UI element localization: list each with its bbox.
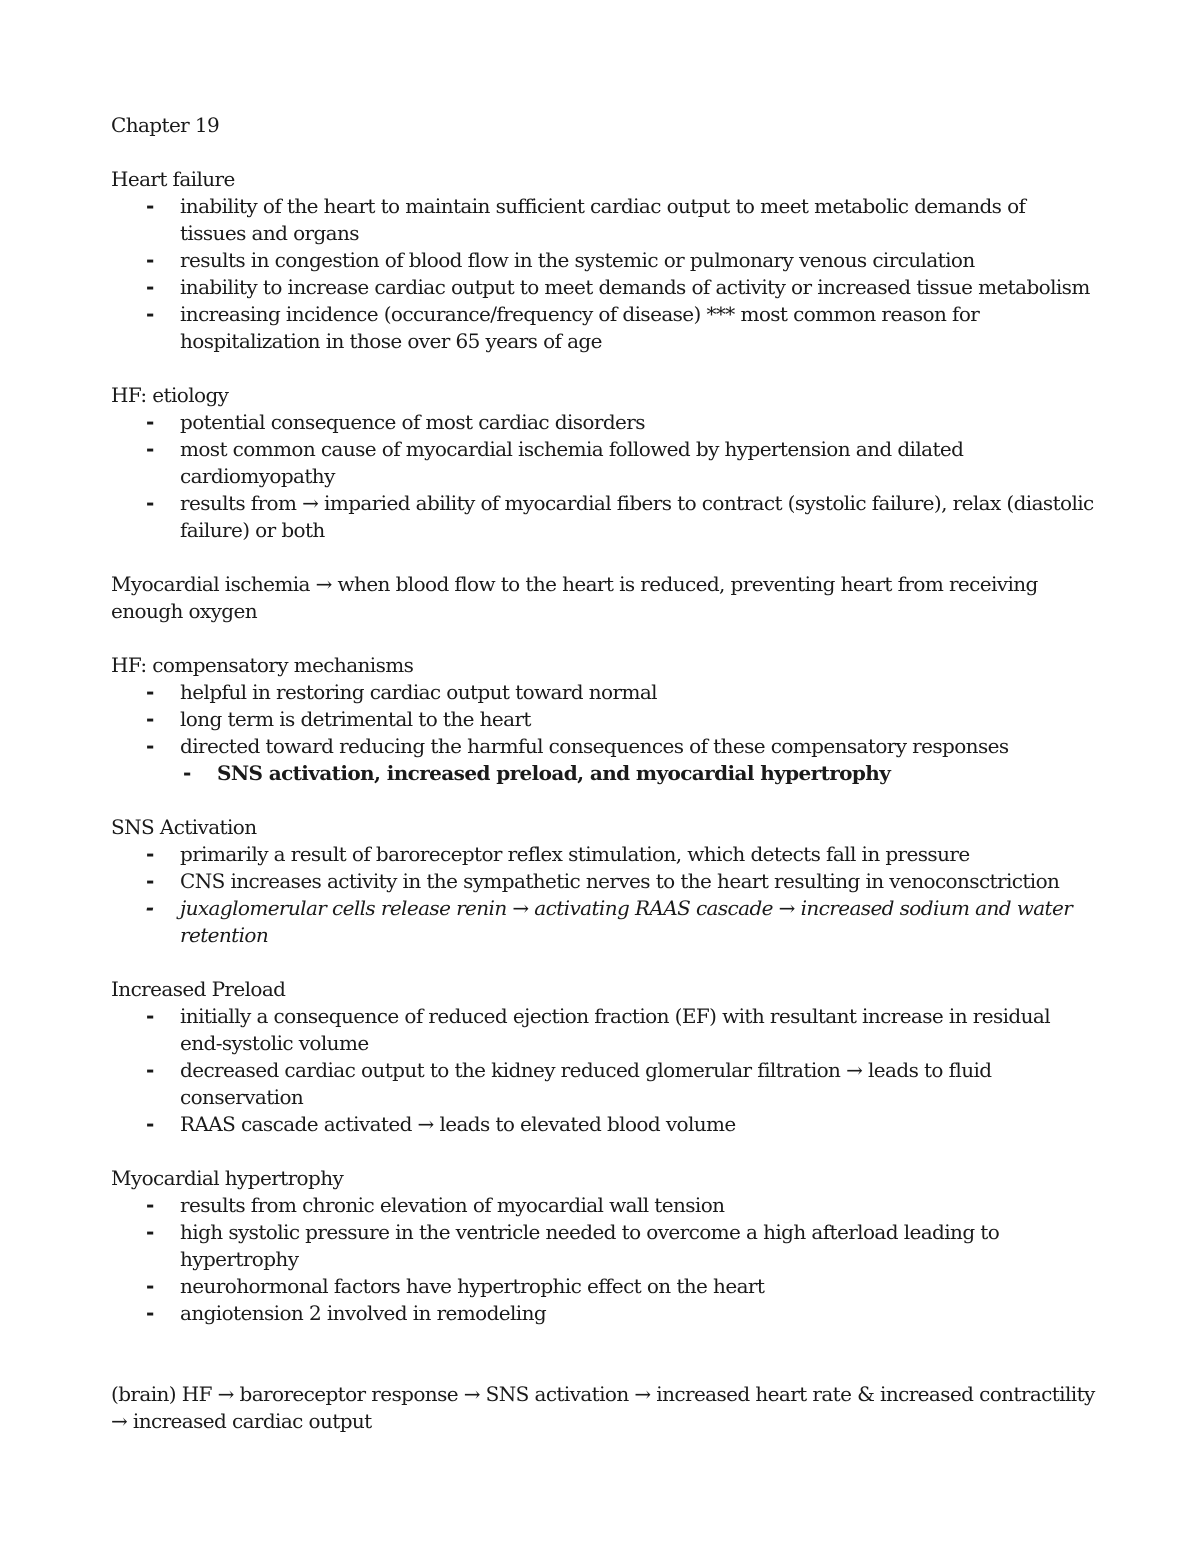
hypertrophy-list [111, 1192, 1096, 1327]
etiology-list [111, 409, 1096, 544]
list-item: - helpful in restoring cardiac output toward normal [111, 679, 1096, 706]
list-item: - potential consequence of most cardiac disorders [111, 409, 1096, 436]
compensatory-list [111, 679, 1096, 760]
list-item: - initially a consequence of reduced ejection fraction (EF) with resultant increase in residual end-systolic volume [111, 1003, 1096, 1057]
ischemia-definition: Myocardial ischemia → when blood flow to the heart is reduced, preventing heart from receiving enough oxygen [111, 572, 1038, 623]
list-item: - decreased cardiac output to the kidney reduced glomerular filtration → leads to fluid conservation [111, 1057, 1096, 1111]
list-item: - directed toward reducing the harmful consequences of these compensatory responses [111, 733, 1096, 760]
section-heading-etiology: HF: etiology [111, 383, 229, 407]
list-item: - inability of the heart to maintain sufficient cardiac output to meet metabolic demands of tissues and organs [111, 193, 1096, 247]
list-item: - primarily a result of baroreceptor reflex stimulation, which detects fall in pressure [111, 841, 1096, 868]
section-heading-hypertrophy: Myocardial hypertrophy [111, 1166, 344, 1190]
list-item: - most common cause of myocardial ischemia followed by hypertension and dilated cardiomyopathy [111, 436, 1096, 490]
section-heading-compensatory: HF: compensatory mechanisms [111, 653, 414, 677]
list-item: - results in congestion of blood flow in the systemic or pulmonary venous circulation [111, 247, 1096, 274]
list-item: - neurohormonal factors have hypertrophic effect on the heart [111, 1273, 1096, 1300]
list-item-italic: - juxaglomerular cells release renin → activating RAAS cascade → increased sodium and water retention [111, 895, 1096, 949]
list-item: - RAAS cascade activated → leads to elevated blood volume [111, 1111, 1096, 1138]
list-item: - results from chronic elevation of myocardial wall tension [111, 1192, 1096, 1219]
list-item: - high systolic pressure in the ventricle needed to overcome a high afterload leading to hypertrophy [111, 1219, 1096, 1273]
preload-list [111, 1003, 1096, 1138]
summary-pathway: (brain) HF → baroreceptor response → SNS activation → increased heart rate & increased contractility → increased cardiac output [111, 1382, 1095, 1433]
section-heading-sns: SNS Activation [111, 815, 257, 839]
compensatory-sublist [111, 760, 1096, 787]
list-item: - CNS increases activity in the sympathetic nerves to the heart resulting in venoconsctriction [111, 868, 1096, 895]
list-item: - increasing incidence (occurance/frequency of disease) *** most common reason for hospitalization in those over 65 years of age [111, 301, 1096, 355]
document-page [111, 112, 1096, 1435]
list-item: - long term is detrimental to the heart [111, 706, 1096, 733]
sns-list [111, 841, 1096, 949]
section-heading-preload: Increased Preload [111, 977, 286, 1001]
section-heading-heart-failure: Heart failure [111, 167, 235, 191]
chapter-title: Chapter 19 [111, 113, 220, 137]
heart-failure-list [111, 193, 1096, 355]
list-item: - angiotension 2 involved in remodeling [111, 1300, 1096, 1327]
list-item-bold: - SNS activation, increased preload, and myocardial hypertrophy [111, 760, 1096, 787]
list-item: - inability to increase cardiac output to meet demands of activity or increased tissue metabolism [111, 274, 1096, 301]
list-item: - results from → imparied ability of myocardial fibers to contract (systolic failure), relax (diastolic failure) or both [111, 490, 1096, 544]
